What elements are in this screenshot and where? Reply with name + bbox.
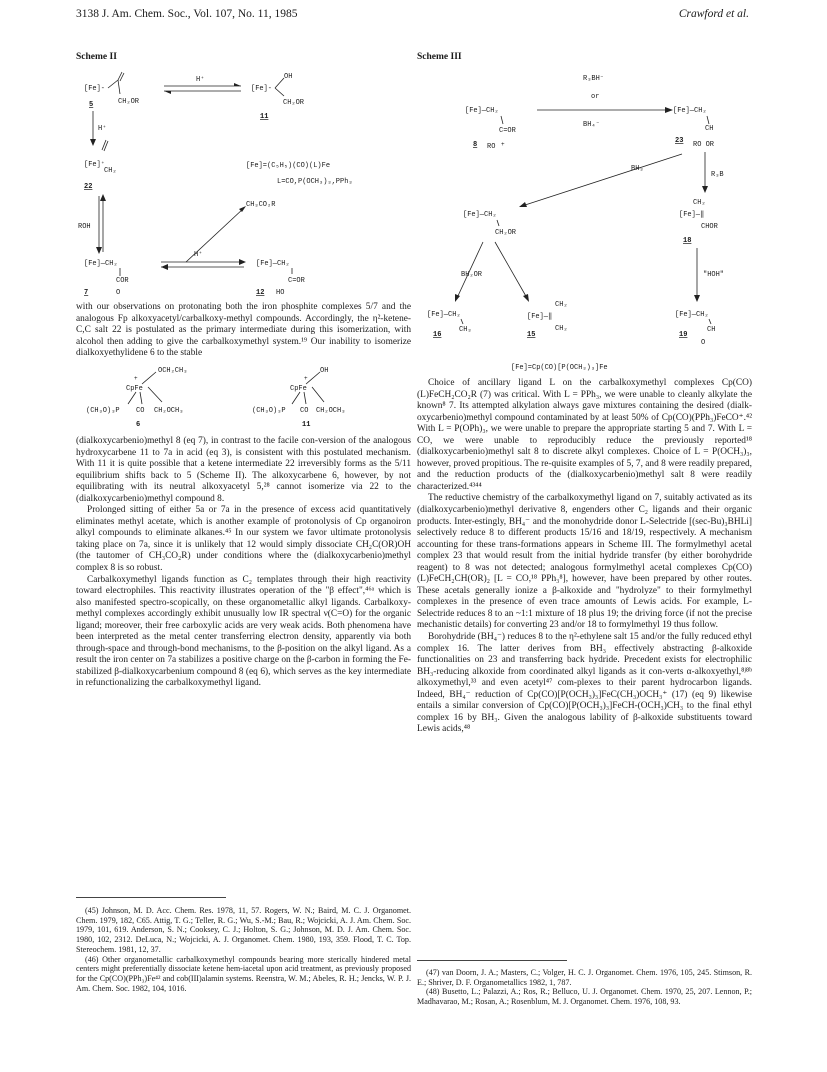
scheme-iii-diagram [417, 66, 752, 371]
hoh-label: "HOH" [703, 271, 725, 279]
right-paragraph-1: Choice of ancillary ligand L on the carbalkoxymethyl complexes Cp(CO)(L)FeCH₂CO₂R (7) was critical. With L = PPh₃, we were unable to cleanly alkylate the known⁸ 7. Its attempted alkylation always gave mixtures containing the desired (dialk-oxycarbenio)methyl compound contaminated by at least 50% of Cp(CO)(PPh₃)FeCO⁺.⁴² With L = P(OPh)₃, we were unable to prepare the appropriate starting 5 and 7. With L = CO, we were unable to reproducibly reduce the previously reported¹⁸ (dialkoxycarbenio)methyl salt 8 to discrete alkyl complexes. Choice of L = P(OCH₃)₃, however, proved propitious. The re-quisite examples of 5, 7, and 8 were readily prepared, and the reduction products of the (dialkoxycarbenio)methyl salt 8 were readily characterized.⁴³⁴⁴ [417, 378, 752, 492]
left-column-text-1 [76, 302, 411, 360]
left-paragraph-2: (dialkoxycarbenio)methyl 8 (eq 7), in contrast to the facile con-version of the analogous hydroxycarbene 11 to 7a in acid (eq 3), is consistent with this postulated mechanism. With 11 it is quite possible that a ketene intermediate 22 irreversibly forms as the 5/11 equilibrium shifts back to 5 (Scheme II). The alkoxycarbene 6, however, by not equilibrating with its neutral alkoxyacetyl 5,²⁸ cannot isomerize via 22 to the (dialkoxycarbenio)methyl compound 8. [76, 436, 411, 504]
label-5: 5 [89, 101, 94, 109]
compound-12-fe: [Fe]—CH₂ [256, 260, 290, 268]
bh2or-label: BH₂OR [461, 271, 483, 279]
compound-11-fe: [Fe]- [251, 85, 273, 93]
label-7: 7 [84, 289, 89, 296]
footnotes-right [417, 968, 752, 1007]
compound-8-fe: [Fe]—CH₂ [465, 107, 499, 115]
structure-6-ch2och3: CH₂OCH₃ [154, 407, 184, 415]
footnotes-left [76, 906, 411, 993]
compound-22-fe: [Fe]⁺ [84, 161, 106, 169]
compound-15-ch2-top: CH₂ [555, 301, 568, 309]
left-paragraph-3: Prolonged sitting of either 5a or 7a in the presence of excess acid quantitatively eliminates methyl acetate, which is another example of protonolysis of Cp organoiron alkyl compounds to eliminate alkanes.⁴⁵ In our system we favor ultimate protonolysis taking place on 7a, since it is unlikely that 12 would simply dissociate CH₂C(OR)OH (the tautomer of CH₃CO₂R) under conditions where the (dialkoxycarbenio)methyl complex 8 is so robust. [76, 505, 411, 574]
label-12: 12 [256, 289, 265, 296]
compound-23-fe: [Fe]—CH₂ [673, 107, 707, 115]
author-header: Crawford et al. [678, 8, 749, 20]
bh4-reagent: BH₄⁻ [583, 121, 600, 129]
compound-23-ch: CH [705, 125, 714, 133]
footnote-48: (48) Busetto, L.; Palazzi, A.; Ros, R.; Belluco, U. J. Organomet. Chem. 1970, 25, 207. Lennon, P.; Madhavarao, M.; Rosan, A.; Rosenblum, M. J. Organomet. Chem. 1976, 108, 93. [417, 987, 752, 1007]
structure-11-co: CO [300, 407, 309, 415]
h-plus-3: H⁺ [194, 251, 203, 259]
structure-6-cpfe: CpFe [126, 385, 143, 393]
compound-11-ch2or: CH₂OR [283, 99, 305, 107]
left-paragraph-1: with our observations on protonating both the iron phosphite complexes 5/7 and the analogous Fp alkoxyacetyl/carbalkoxy-methyl compounds. Accordingly, the η²-ketene-C,C salt 22 is postulated as the primary intermediate during this isomerization, with alcohol then adding to give the carbalkoxymethyl system.¹⁹ Our inability to isomerize dialkoxyethylidene 6 to the stable [76, 302, 411, 359]
compound-5-ch2or: CH₂OR [118, 98, 140, 106]
label-16: 16 [433, 331, 442, 339]
footnote-rule-right [417, 960, 567, 961]
structure-11-cpfe: CpFe [290, 385, 307, 393]
compound-7-fe: [Fe]—CH₂ [84, 260, 118, 268]
compound-11-oh: OH [284, 73, 293, 81]
scheme-iii-fe-definition: [Fe]=Cp(CO)[P(OCH₃)₃]Fe [511, 364, 608, 371]
compound-19-ch: CH [707, 326, 716, 334]
compound-8-ro: RO [487, 143, 496, 151]
compound-12-ho: HO [276, 289, 285, 296]
compound-16-ch3: CH₃ [459, 326, 472, 334]
running-header: 3138 J. Am. Chem. Soc., Vol. 107, No. 11, 1985 [76, 8, 298, 20]
svg-text:+: + [501, 141, 505, 148]
compound-7-o: O [116, 289, 121, 296]
compound-5-fe: [Fe]- [84, 85, 106, 93]
right-paragraph-3: Borohydride (BH₄⁻) reduces 8 to the η²-ethylene salt 15 and/or the fully reduced ethyl complex 16. The latter derives from BH₃ effectively abstracting β-alkoxide functionalities on 23 and transferring back hydride. Precedent exists for electrophilic BH₃-reducing alkoxide from coordinated alkyl ligands as it con-verts α-alkoxyethyl,⁸ʲ⁸ᵇ alkoxymethyl,³³ and even acetyl⁴⁷ com-plexes to their parent hydrocarbon ligands. Indeed, BH₄⁻ reduction of Cp(CO)[P(OCH₃)₃]FeC(CH₃)OCH₃⁺ (17) (eq 9) likewise entails a similar conversion of Cp(CO)[P(OCH₃)₃]FeCH-(OCH₃)CH₃ to the final ethyl complex 16 by BH₃. Given the analogous lability of β-alkoxide substituents toward Lewis acids,⁴⁸ [417, 632, 752, 735]
compound-22-ch2: CH₂ [104, 167, 117, 175]
label-11: 11 [260, 113, 269, 121]
footnote-46: (46) Other organometallic carbalkoxymethyl compounds bearing more sterically hindered metal centers might preferentially dissociate ketene hem-iacetal upon acid treatment, as previously proposed for the Cp(CO)(PPh₃)Fe⁴² and cob(III)alamin systems. Reenstra, W. M.; Abeles, R. H.; Jencks, W. P. J. Am. Chem. Soc. 1982, 104, 1016. [76, 954, 411, 993]
label-19: 19 [679, 331, 688, 339]
r3bh-reagent: R₃BH⁻ [583, 75, 605, 83]
compound-16-fe: [Fe]—CH₂ [427, 311, 461, 319]
label-15: 15 [527, 331, 536, 339]
structures-6-11 [76, 362, 411, 430]
left-paragraph-4: Carbalkoxymethyl ligands function as C₂ templates through their high reactivity toward electrophiles. This reactivity illustrates operation of the "β effect",⁴⁶ᵃ which is also manifested spectro-scopically, on these organometallic alkyl ligands. Carbalkoxy-methyl complexes accordingly exhibit unusually low IR spectral ν(C=O) for the organic ligand; moreover, their free carboxylic acids are very weak acids. Both phenomena have been interpreted as the metal center transferring electron density, apparently via both through-space and through-bond mechanisms, to the β-position on the alkyl ligand. As a result the iron center on 7a stabilizes a positive charge on the β-carbon in forming the Fe-stabilized β-dialkoxycarbenium compound 8 (eq 6), which serves as the key intermediate in refunctionalizing the carbalkoxymethyl ligand. [76, 574, 411, 689]
r3b-label: R₃B [711, 171, 724, 179]
compound-19-o: O [701, 339, 706, 347]
compound-18-fe: [Fe]—‖ [679, 211, 705, 219]
ch3co2r-label: CH₃CO₂R [246, 201, 276, 209]
scheme-iii-title: Scheme III [417, 52, 462, 62]
footnote-rule-left [76, 897, 226, 898]
compound-15-ch2-bottom: CH₂ [555, 325, 568, 333]
h-plus-1: H⁺ [196, 76, 205, 84]
or-text: or [591, 93, 600, 101]
compound-15-fe: [Fe]—‖ [527, 313, 553, 321]
right-paragraph-2: The reductive chemistry of the carbalkoxymethyl ligand on 7, suitably activated as its (dialkoxycarbenio)methyl derivative 8, engenders other C₂ ligands and their organic products. Inter-estingly, BH₄⁻ and the monohydride donor L-Selectride [(sec-Bu)₃BHLi] selectively reduce 8 to different products 15/16 and 18/19, respectively. A mechanism accounting for these trans-formations appears in Scheme III. The formylmethyl acetal complex 23 that would result from the initial hydride transfer (by either borohydride reagent) to 8 was not detected; analogous formylmethyl acetal complexes Cp(CO)(L)FeCH₂CH(OR)₂ [L = CO,¹⁸ PPh₃⁸], however, have been prepared by other routes. These acetals generally ionize a β-alkoxide and "hydrolyze" to their formylmethyl complexes in the presence of even trace amounts of Lewis acids. For example, L-Selectride reduces 8 to an ~1:1 mixture of 18 plus 19; the driving force (if not the precise mechanistic details) for converting 23 and/or 18 to formylmethyl 19 thus follow. [417, 493, 752, 631]
h-plus-2: H⁺ [98, 125, 107, 133]
footnote-47: (47) van Doorn, J. A.; Masters, C.; Volger, H. C. J. Organomet. Chem. 1976, 105, 245. Stimson, R. E.; Shriver, D. F. Organometallics 1982, 1, 787. [417, 968, 752, 987]
fe-definition-1: [Fe]=(C₅H₅)(CO)(L)Fe [246, 162, 331, 170]
compound-mid-ch2or: CH₂OR [495, 229, 517, 237]
structure-11-phosphite: (CH₃O)₃P [252, 407, 286, 415]
fe-definition-2: L=CO,P(OCH₃)₃,PPh₃ [277, 178, 353, 186]
structure-11 [252, 367, 345, 429]
compound-12-cor: C=OR [288, 277, 305, 285]
compound-18-ch2: CH₂ [693, 199, 706, 207]
compound-19-fe: [Fe]—CH₂ [675, 311, 709, 319]
structure-6 [86, 367, 187, 429]
roh-label: ROH [78, 223, 91, 231]
structure-6-co: CO [136, 407, 145, 415]
compound-8-cor: C=OR [499, 127, 516, 135]
label-18: 18 [683, 237, 692, 245]
compound-23-acetal: RO OR [693, 141, 715, 149]
compound-mid-fe: [Fe]—CH₂ [463, 211, 497, 219]
scheme-ii-diagram [76, 66, 411, 296]
right-column-text [417, 378, 752, 736]
structure-11-oh: OH [320, 367, 329, 375]
svg-text:+: + [304, 375, 308, 382]
footnote-45: (45) Johnson, M. D. Acc. Chem. Res. 1978, 11, 57. Rogers, W. N.; Baird, M. C. J. Organomet. Chem. 1979, 182, C65. Attig, T. G.; Teller, R. G.; Wu, S.-M.; Bau, R.; Wojcicki, A. J. Am. Chem. Soc. 1979, 101, 619. Anderson, S. N.; Cooksey, C. J.; Holton, S. G.; Johnson, M. D. J. Am. Chem. Soc. 1980, 102, 2312. DeLuca, N.; Wojcicki, A. J. Organomet. Chem. 1980, 193, 359. Flood, T. C. Top. Stereochem. 1981, 12, 37. [76, 906, 411, 954]
label-22: 22 [84, 183, 93, 191]
bh3-label: BH₃ [631, 165, 644, 173]
svg-text:+: + [134, 375, 138, 382]
label-6: 6 [136, 421, 141, 429]
label-8: 8 [473, 141, 478, 149]
label-23: 23 [675, 137, 684, 145]
structure-6-phosphite: (CH₃O)₃P [86, 407, 120, 415]
structure-6-ethoxy: OCH₂CH₃ [158, 367, 188, 375]
left-column-text-2 [76, 436, 411, 690]
compound-18-chor: CHOR [701, 223, 718, 231]
label-11-b: 11 [302, 421, 311, 429]
scheme-ii-title: Scheme II [76, 52, 117, 62]
compound-7-cor: COR [116, 277, 129, 285]
structure-11-ch2och3: CH₂OCH₃ [316, 407, 346, 415]
